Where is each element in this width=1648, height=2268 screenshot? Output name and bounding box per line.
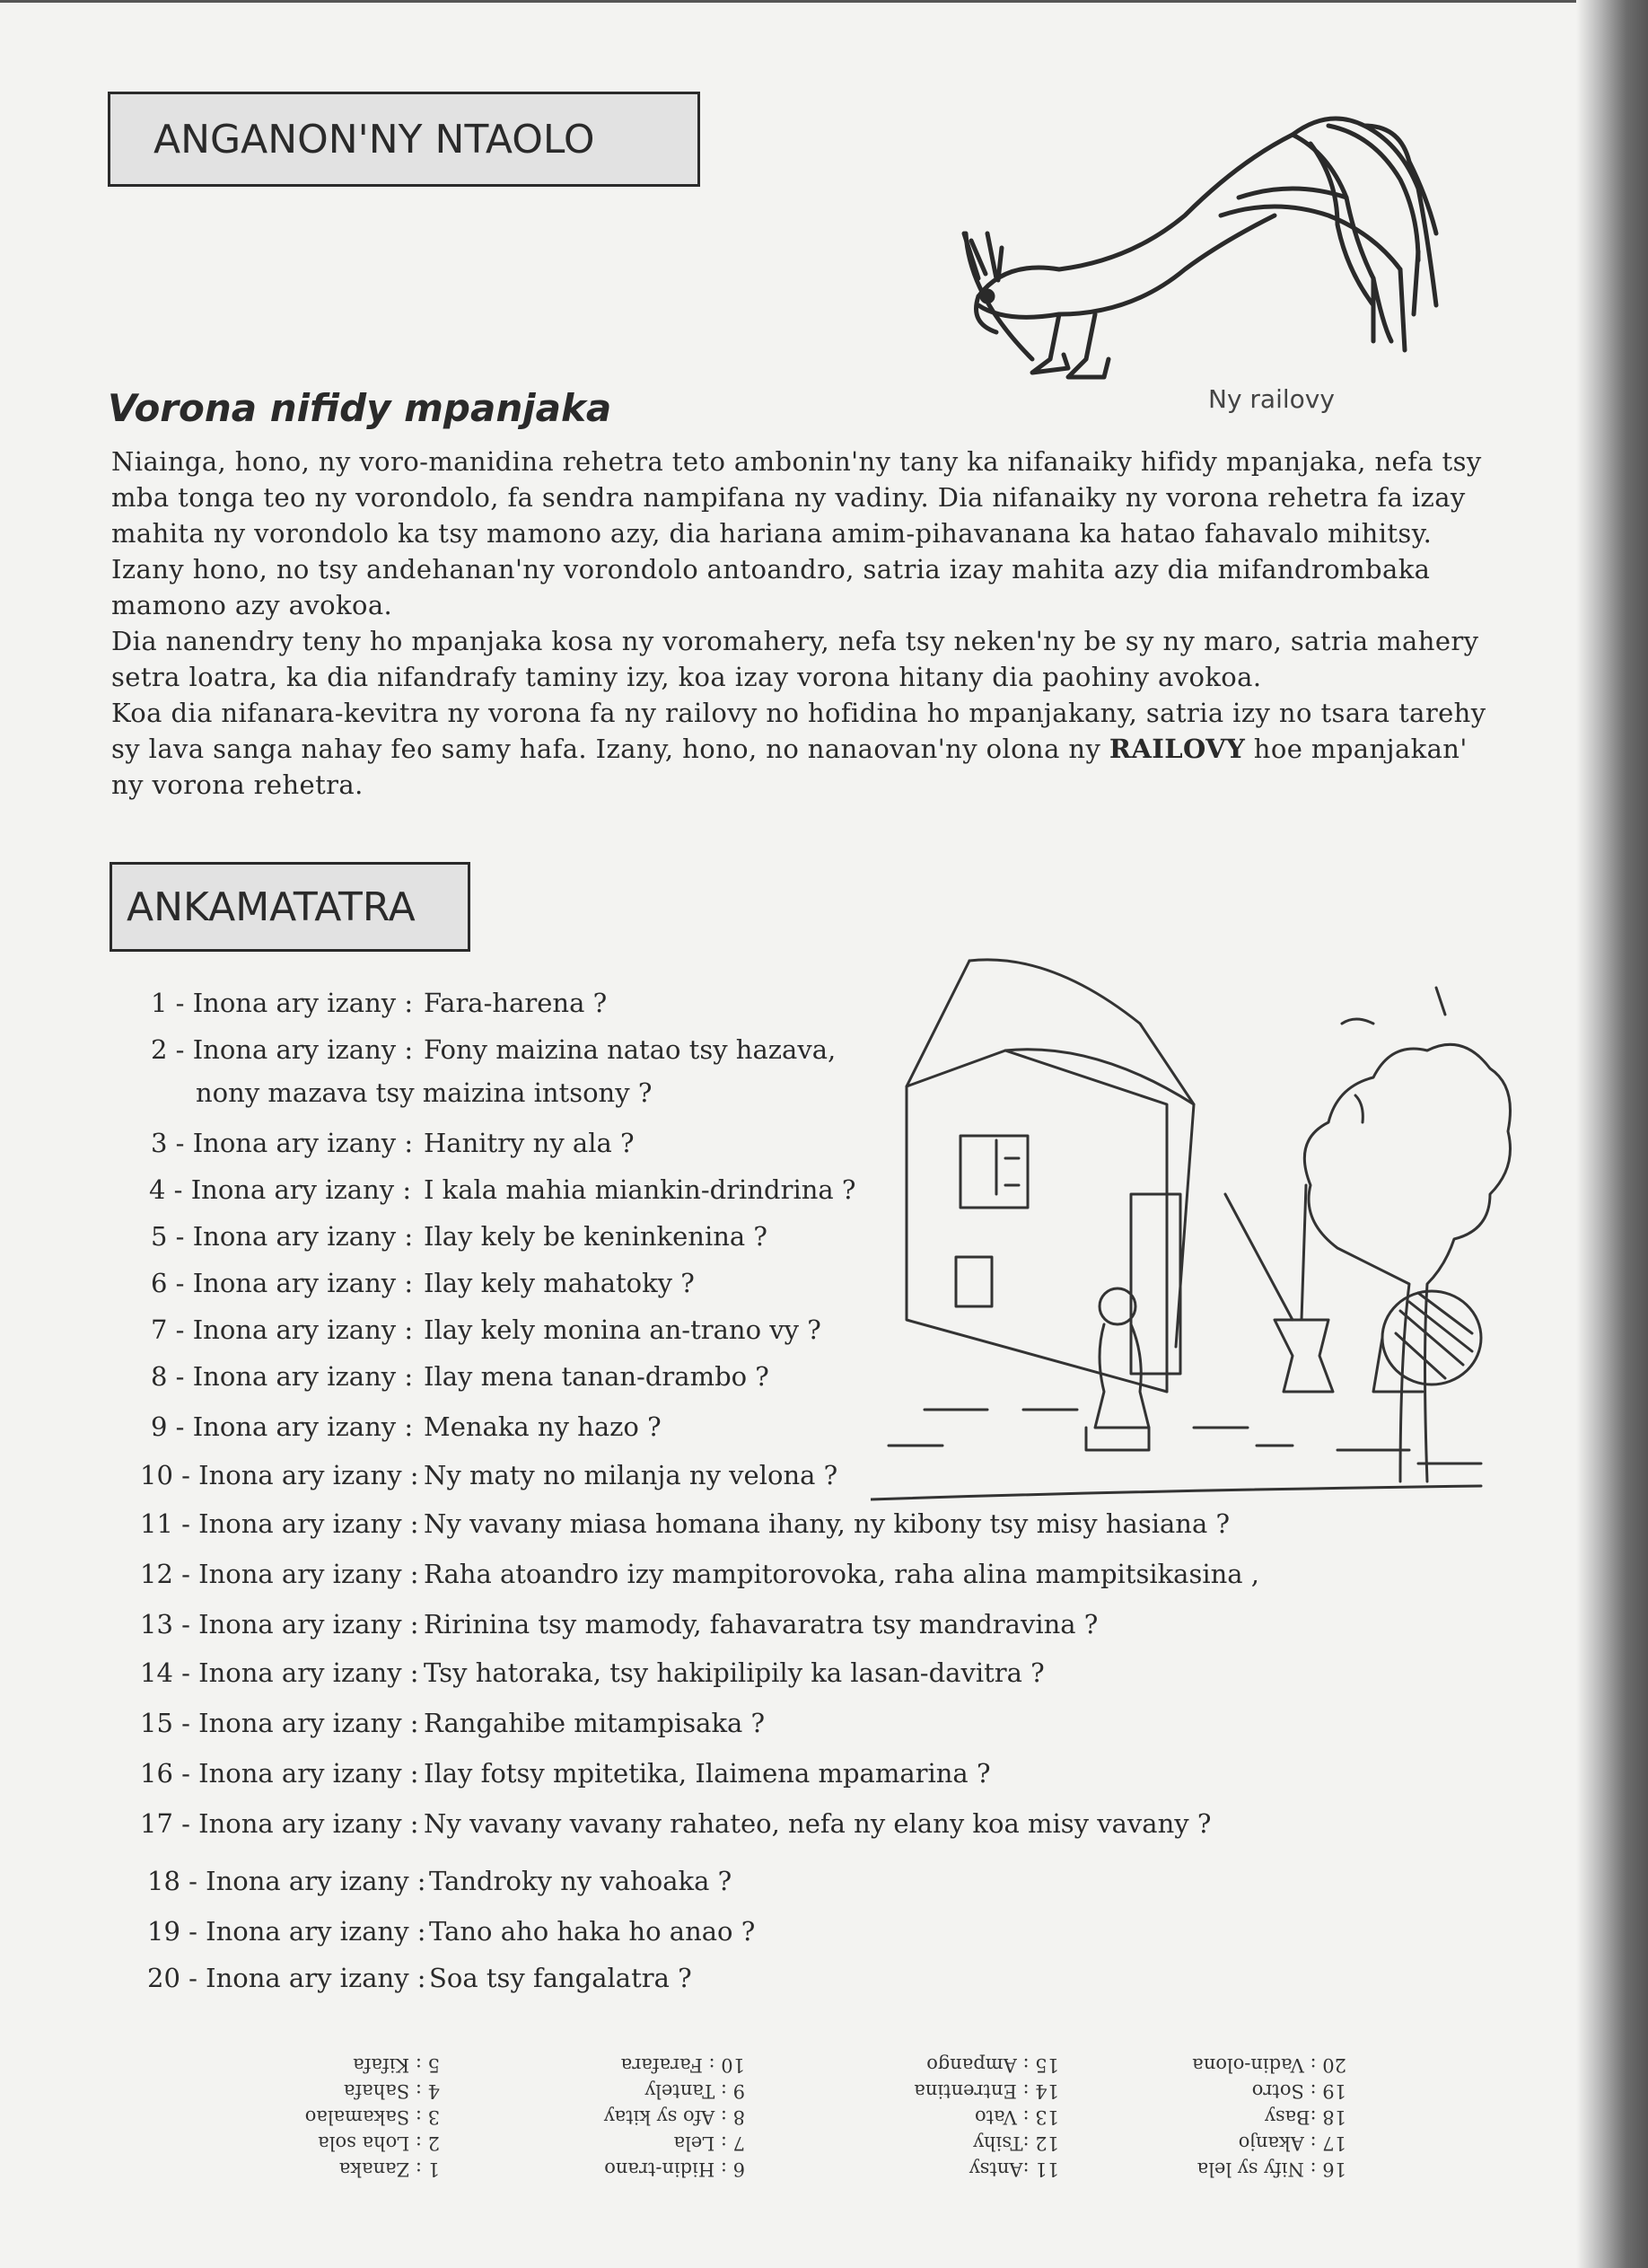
story-body	[111, 444, 1512, 803]
riddle-number: 7	[151, 1314, 168, 1345]
answer-item: 13 : Vato	[975, 2106, 1059, 2128]
riddle-question: Tsy hatoraka, tsy hakipilipily ka lasan-davitra ?	[424, 1657, 1045, 1688]
riddle-prefix: - Inona ary izany :	[175, 988, 414, 1018]
answer-item: 11 :Antsy	[969, 2158, 1059, 2180]
riddle-number: 10	[140, 1460, 173, 1490]
riddle-prefix: - Inona ary izany :	[181, 1460, 419, 1490]
riddle-number: 8	[151, 1361, 168, 1392]
answer-item: 1 : Zanaka	[338, 2158, 440, 2180]
riddle-prefix: - Inona ary izany :	[175, 1268, 414, 1298]
peacock-illustration	[951, 90, 1454, 395]
story-line: Koa dia nifanara-kevitra ny vorona fa ny railovy no hofidina ho mpanjakany, satria izy no tsara tarehy	[111, 698, 1486, 728]
riddle-prefix: - Inona ary izany :	[181, 1708, 419, 1738]
story-line: Dia nanendry teny ho mpanjaka kosa ny voromahery, nefa tsy neken'ny be sy ny maro, satria mahery	[111, 626, 1479, 656]
riddle-number: 2	[151, 1034, 168, 1065]
section-title: ANGANON'NY NTAOLO	[153, 116, 595, 163]
riddle-number: 5	[151, 1221, 168, 1252]
story-line: ny vorona rehetra.	[111, 769, 364, 800]
section-title-box	[108, 92, 700, 187]
riddle-question: Tano aho haka ho anao ?	[429, 1916, 756, 1947]
riddle-question: Ilay kely monina an-trano vy ?	[424, 1314, 821, 1345]
riddle-prefix: - Inona ary izany :	[175, 1361, 414, 1392]
answer-item: 14 : Entrentina	[914, 2080, 1059, 2102]
story-line: setra loatra, ka dia nifandrafy taminy izy, koa izay vorona hitany dia paohiny avokoa.	[111, 662, 1262, 692]
riddle-prefix: - Inona ary izany :	[188, 1963, 426, 1993]
story-line: Izany hono, no tsy andehanan'ny vorondolo antoandro, satria izay mahita azy dia mifandrombaka	[111, 554, 1431, 585]
riddle-number: 16	[140, 1758, 173, 1789]
riddle-question: Ilay mena tanan-drambo ?	[424, 1361, 769, 1392]
riddle-prefix: - Inona ary izany :	[181, 1508, 419, 1539]
riddle-number: 15	[140, 1708, 173, 1738]
riddle-question: I kala mahia miankin-drindrina ?	[424, 1174, 856, 1205]
riddle-number: 3	[151, 1128, 168, 1158]
image-caption: Ny railovy	[1208, 384, 1335, 414]
answer-item: 18 :Basy	[1264, 2106, 1346, 2128]
answer-item: 4 : Sahafa	[343, 2080, 440, 2102]
riddle-prefix: - Inona ary izany :	[181, 1758, 419, 1789]
page-top-edge	[0, 0, 1580, 3]
bird-eye	[982, 291, 993, 302]
riddle-number: 4	[149, 1174, 166, 1205]
riddle-question: Menaka ny hazo ?	[424, 1411, 662, 1442]
riddle-prefix: - Inona ary izany :	[188, 1916, 426, 1947]
answer-column	[1192, 2052, 1346, 2182]
story-line	[111, 731, 1512, 767]
riddle-prefix: - Inona ary izany :	[181, 1559, 419, 1589]
riddle-number: 6	[151, 1268, 168, 1298]
riddle-prefix: - Inona ary izany :	[181, 1808, 419, 1839]
riddle-number: 11	[140, 1508, 173, 1539]
story-bold-word: RAILOVY	[1109, 734, 1246, 764]
answer-item: 17 : Akanjo	[1238, 2132, 1346, 2154]
riddle-question: Hanitry ny ala ?	[424, 1128, 635, 1158]
story-line-end: hoe mpanjakan'	[1245, 734, 1468, 764]
answer-item: 20 : Vadin-olona	[1192, 2054, 1346, 2076]
riddle-number: 13	[140, 1609, 173, 1639]
riddle-number: 12	[140, 1559, 173, 1589]
riddle-prefix: - Inona ary izany :	[181, 1657, 419, 1688]
riddle-prefix: - Inona ary izany :	[175, 1411, 414, 1442]
riddle-prefix: - Inona ary izany :	[175, 1221, 414, 1252]
riddle-question: Ilay kely mahatoky ?	[424, 1268, 695, 1298]
answer-item: 15 : Ampango	[926, 2054, 1059, 2076]
answer-item: 19 : Sotro	[1251, 2080, 1346, 2102]
riddle-prefix: - Inona ary izany :	[175, 1128, 414, 1158]
answer-column	[914, 2052, 1059, 2182]
riddle-question: Fara-harena ?	[424, 988, 608, 1018]
riddle-question: Ilay kely be keninkenina ?	[424, 1221, 767, 1252]
riddle-number: 19	[147, 1916, 180, 1947]
riddle-question: Ilay fotsy mpitetika, Ilaimena mpamarina ?	[424, 1758, 991, 1789]
tree-outline	[1304, 1044, 1510, 1481]
riddle-prefix: - Inona ary izany :	[173, 1174, 412, 1205]
riddle-number: 17	[140, 1808, 173, 1839]
page-binding-shadow	[1576, 0, 1648, 2268]
house-walls	[907, 961, 1167, 1392]
answer-item: 7 : Lela	[673, 2132, 745, 2154]
answer-column	[305, 2052, 440, 2182]
story-line: mba tonga teo ny vorondolo, fa sendra nampifana ny vadiny. Dia nifanaiky ny vorona rehetra fa izay	[111, 482, 1466, 513]
riddle-question: Ny maty no milanja ny velona ?	[424, 1460, 838, 1490]
riddle-number: 14	[140, 1657, 173, 1688]
answer-item: 2 : Loha sola	[318, 2132, 440, 2154]
riddles-title-box	[110, 862, 470, 952]
answer-column	[604, 2052, 745, 2182]
answer-item: 6 : Hidin-trano	[604, 2158, 745, 2180]
answer-item: 10 : Farafara	[620, 2054, 745, 2076]
riddle-question: Ririnina tsy mamody, fahavaratra tsy mandravina ?	[424, 1609, 1099, 1639]
house-scene-illustration	[871, 925, 1517, 1517]
story-title: Vorona nifidy mpanjaka	[108, 386, 612, 430]
riddle-question: Ny vavany vavany rahateo, nefa ny elany koa misy vavany ?	[424, 1808, 1212, 1839]
riddle-prefix: - Inona ary izany :	[175, 1314, 414, 1345]
riddle-prefix: - Inona ary izany :	[181, 1609, 419, 1639]
answer-item: 5 : Kifafa	[353, 2054, 440, 2076]
riddle-question: Rangahibe mitampisaka ?	[424, 1708, 766, 1738]
riddle-number: 9	[151, 1411, 168, 1442]
riddle-question-line2: nony mazava tsy maizina intsony ?	[196, 1077, 653, 1108]
riddle-prefix: - Inona ary izany :	[188, 1866, 426, 1896]
story-line: mamono azy avokoa.	[111, 590, 393, 620]
answer-item: 9 : Tantely	[644, 2080, 745, 2102]
story-line: mahita ny vorondolo ka tsy mamono azy, dia hariana amim-pihavanana ka hatao fahavalo mihitsy.	[111, 518, 1433, 549]
story-line: Niainga, hono, ny voro-manidina rehetra teto ambonin'ny tany ka nifanaiky hifidy mpanjaka, nefa tsy	[111, 446, 1482, 477]
riddle-prefix: - Inona ary izany :	[175, 1034, 414, 1065]
answer-item: 3 : Sakamalao	[304, 2106, 440, 2128]
riddle-number: 1	[151, 988, 168, 1018]
riddle-question: Ny vavany miasa homana ihany, ny kibony tsy misy hasiana ?	[424, 1508, 1231, 1539]
riddle-question: Tandroky ny vahoaka ?	[429, 1866, 732, 1896]
riddle-question: Fony maizina natao tsy hazava,	[424, 1034, 837, 1065]
riddle-number: 20	[147, 1963, 180, 1993]
answer-item: 8 : Afo sy kitay	[603, 2106, 745, 2128]
riddle-question: Raha atoandro izy mampitorovoka, raha alina mampitsikasina ,	[424, 1559, 1260, 1589]
riddle-number: 18	[147, 1866, 180, 1896]
answer-item: 16 : Nify sy lela	[1197, 2158, 1346, 2180]
answer-key-upside-down	[144, 2056, 1400, 2182]
riddle-question: Soa tsy fangalatra ?	[429, 1963, 692, 1993]
answer-item: 12 :Tsihy	[973, 2132, 1059, 2154]
story-line-start: sy lava sanga nahay feo samy hafa. Izany, hono, no nanaovan'ny olona ny	[111, 734, 1101, 764]
riddles-title: ANKAMATATRA	[127, 883, 416, 930]
